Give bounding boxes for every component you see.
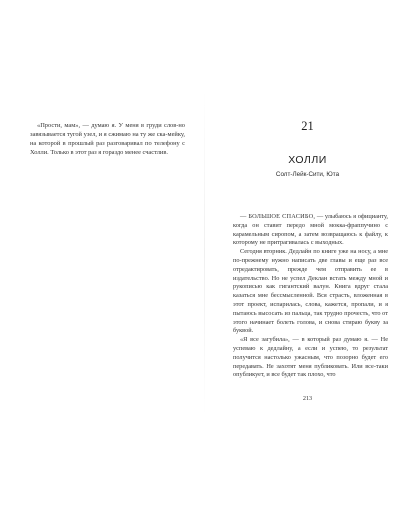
chapter-location: Солт-Лейк-Сити, Юта xyxy=(275,171,340,178)
paragraph-lead-caps: — БОЛЬШОЕ СПАСИБО, xyxy=(240,213,316,220)
body-paragraph-1 xyxy=(233,213,388,248)
left-page-paragraph: «Прости, мам», — думаю я. У меня в груди слов-но завязывается тугой узел, и я сжимаю на ту же ска-мейку, на которой в прошлый раз разговаривал по телефону с Холли. Только в этот раз я гораздо менее счастлив. xyxy=(30,122,185,156)
body-paragraph-2 xyxy=(233,248,388,336)
right-page-body xyxy=(233,213,388,380)
page-number: 213 xyxy=(302,395,313,402)
paragraph-text: Сегодня вторник. Дедлайн по книге уже на носу, а мне по-прежнему нужно написать две главы и еще раз все отредактировать, прежде чем отправить ее в издательство. Но не успел Деклан встать между мной и рукописью как гигантский валун. Книга вдруг стала казаться мне бессмысленной. Вся страсть, вложенная в этот проект, испарилась, слова, кажется, пропали, и я пытаюсь высосать из пальца, так трудно прочесть, что от этого начинает болеть голова, и снова стираю букву за буквой. xyxy=(233,248,388,335)
right-page xyxy=(205,0,410,513)
paragraph-text: — улыбаюсь я официанту, когда он ставит передо мной мокка-фраппучино с карамельным сиропом, а затем возвращаюсь к файлу, к которому не притрагивалась с выходных. xyxy=(233,213,388,247)
paragraph-text: «Я все загубила», — в который раз думаю я. — Не успеваю к дедлайну, а если и успею, то результат получится настолько ужасным, что позорно будет его передавать. Не захотят меня публиковать. Или все-таки опубликует, и все будет так плохо, что xyxy=(233,336,388,379)
chapter-title: ХОЛЛИ xyxy=(288,154,327,166)
body-paragraph-3 xyxy=(233,336,388,380)
chapter-number: 21 xyxy=(301,119,314,133)
